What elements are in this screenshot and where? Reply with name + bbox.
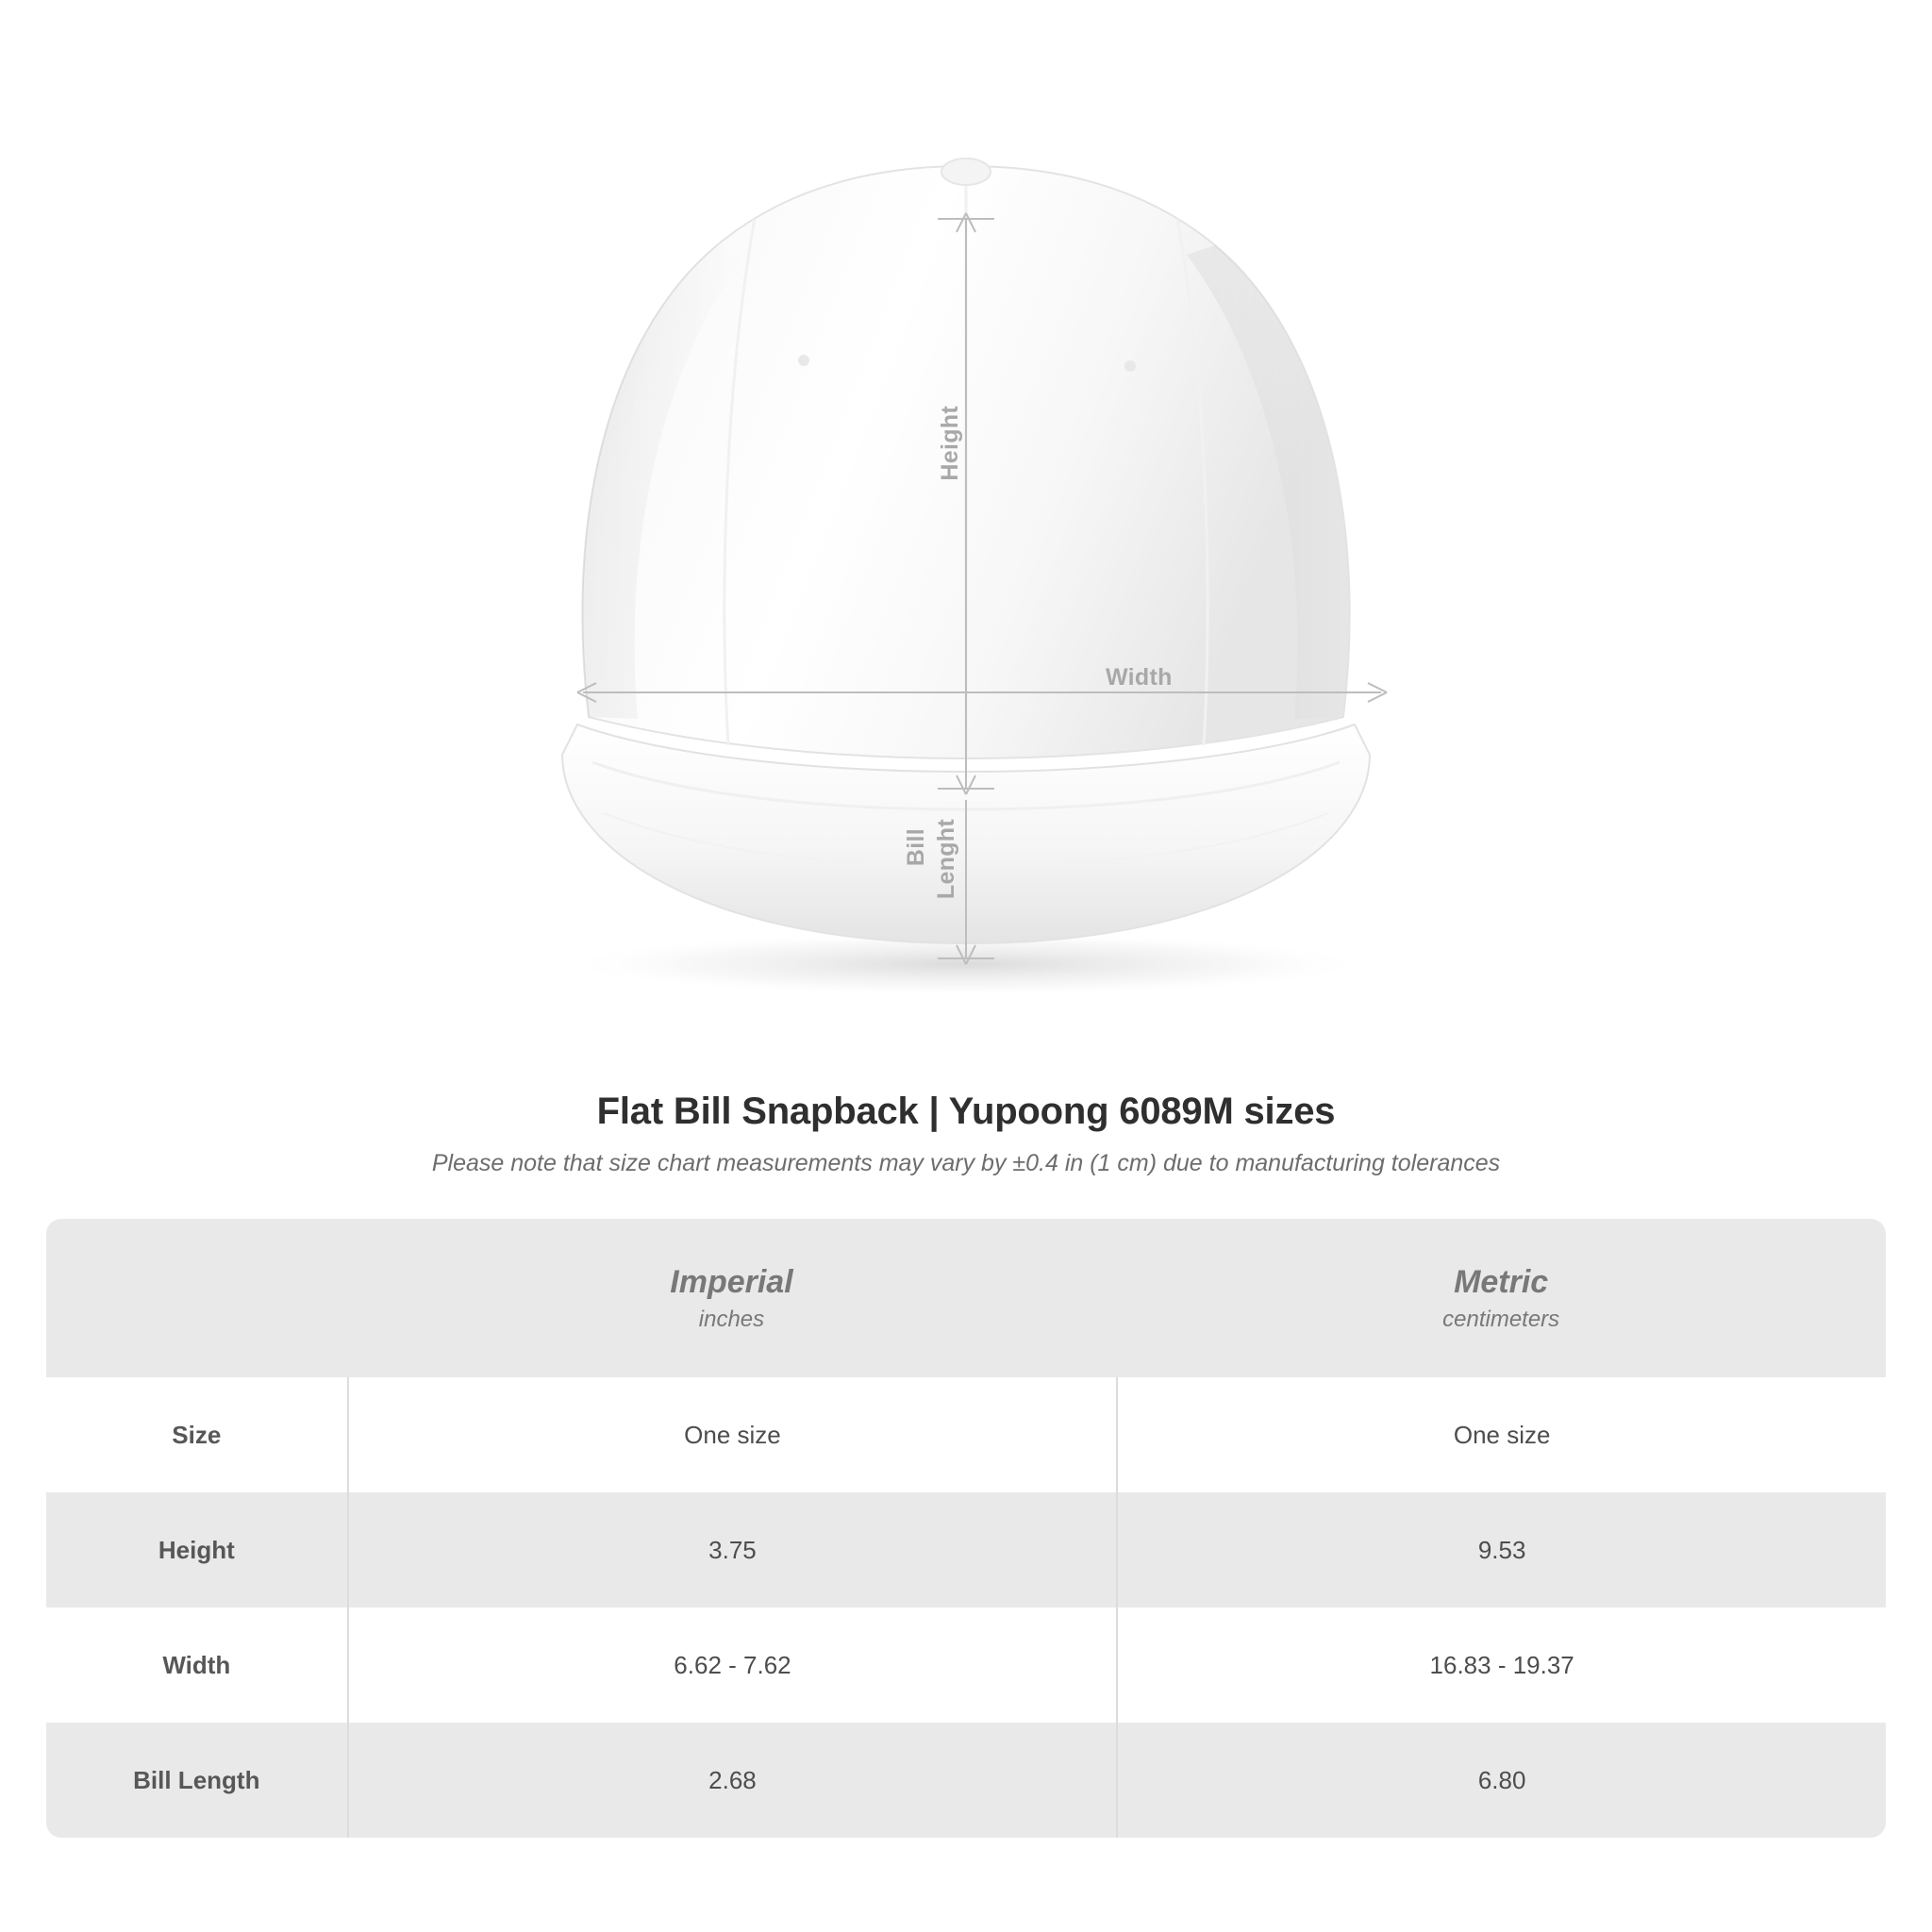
tolerance-note: Please note that size chart measurements may vary by ±0.4 in (1 cm) due to manufacturing tolerances <box>431 1150 1501 1176</box>
size-table <box>46 1219 1886 1838</box>
row-value-size-imperial: One size <box>347 1377 1117 1492</box>
table-row <box>46 1492 1886 1607</box>
row-value-size-metric: One size <box>1116 1377 1886 1492</box>
unit-header-metric <box>1116 1219 1886 1377</box>
height-dimension-label: Height <box>937 406 963 481</box>
row-value-width-metric: 16.83 - 19.37 <box>1116 1607 1886 1723</box>
unit-header-metric-name: Metric <box>1454 1263 1549 1300</box>
row-label-bill-length: Bill Length <box>46 1723 347 1838</box>
table-unit-header-row <box>46 1219 1886 1377</box>
chart-header <box>0 1091 1932 1177</box>
unit-header-imperial <box>347 1219 1117 1377</box>
row-value-height-imperial: 3.75 <box>347 1492 1117 1607</box>
width-dimension-label: Width <box>1106 664 1173 691</box>
unit-header-metric-sub: centimeters <box>1442 1306 1560 1332</box>
row-label-width: Width <box>46 1607 347 1723</box>
table-row <box>46 1377 1886 1492</box>
page-title: Flat Bill Snapback | Yupoong 6089M sizes <box>596 1091 1336 1132</box>
unit-header-imperial-sub: inches <box>698 1306 765 1332</box>
row-value-bill-length-imperial: 2.68 <box>347 1723 1117 1838</box>
row-value-height-metric: 9.53 <box>1116 1492 1886 1607</box>
row-label-size: Size <box>46 1377 347 1492</box>
table-row <box>46 1607 1886 1723</box>
row-label-height: Height <box>46 1492 347 1607</box>
unit-header-imperial-name: Imperial <box>670 1263 793 1300</box>
row-value-bill-length-metric: 6.80 <box>1116 1723 1886 1838</box>
size-table-wrap <box>46 1219 1886 1838</box>
bill-length-dimension-label-line2: Lenght <box>933 819 959 900</box>
row-value-width-imperial: 6.62 - 7.62 <box>347 1607 1117 1723</box>
bill-length-dimension-label-line1: Bill <box>903 828 929 867</box>
unit-header-spacer <box>46 1219 347 1377</box>
table-row <box>46 1723 1886 1838</box>
